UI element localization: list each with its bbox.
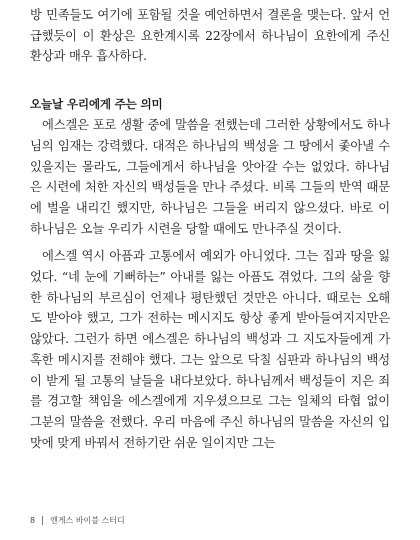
paragraph: 에스겔 역시 아픔과 고통에서 예외가 아니었다. 그는 집과 땅을 잃었다. “네 눈에 기뻐하는” 아내를 잃는 아픔도 겪었다. 그의 삶을 향한 하나님의 부르심이 언제나 평탄했던 것만은 아니다. 때로는 오해도 받아야 했고, 그가 전하는 메시지도 항상 좋게 받아들여지지만은 않았다. 그런가 하면 에스겔은 하나님의 백성과 그 지도자들에게 가혹한 메시지를 전해야 했다. 그는 앞으로 닥칠 심판과 하나님의 백성이 받게 될 고통의 날들을 내다보았다. 하나님께서 백성들이 지은 죄를 경고할 책임을 에스겔에게 지우셨으므로 그는 일체의 타협 없이 그분의 말씀을 전했다. 우리 마음에 주신 하나님의 말씀을 자신의 입맛에 맞게 바꿔서 전하기란 쉬운 일이지만 그는 [30,249,390,450]
book-title: 엔게스 바이블 스터디 [50,516,125,525]
footer-divider [42,516,43,525]
paragraph: 방 민족들도 여기에 포함될 것을 예언하면서 결론을 맺는다. 앞서 언급했듯이 이 환상은 요한계시록 22장에서 하나님이 요한에게 주신 환상과 매우 흡사하다. [30,8,390,64]
page-footer [30,515,125,526]
paragraph: 에스겔은 포로 생활 중에 말씀을 전했는데 그러한 상황에서도 하나님의 임재는 강력했다. 대적은 하나님의 백성을 그 땅에서 좇아낼 수 있을지는 몰라도, 그들에게서 하나님을 앗아갈 수는 없었다. 하나님은 시련에 처한 자신의 백성들을 만나 주셨다. 비록 그들의 반역 때문에 벌을 내리긴 했지만, 하나님은 그들을 버리지 않으셨다. 바로 이 하나님은 오늘 우리가 시련을 당할 때에도 만나주실 것이다. [30,118,390,236]
body-text [30,5,390,453]
section-heading: 오늘날 우리에게 주는 의미 [30,97,163,112]
page-number: 8 [30,516,36,525]
